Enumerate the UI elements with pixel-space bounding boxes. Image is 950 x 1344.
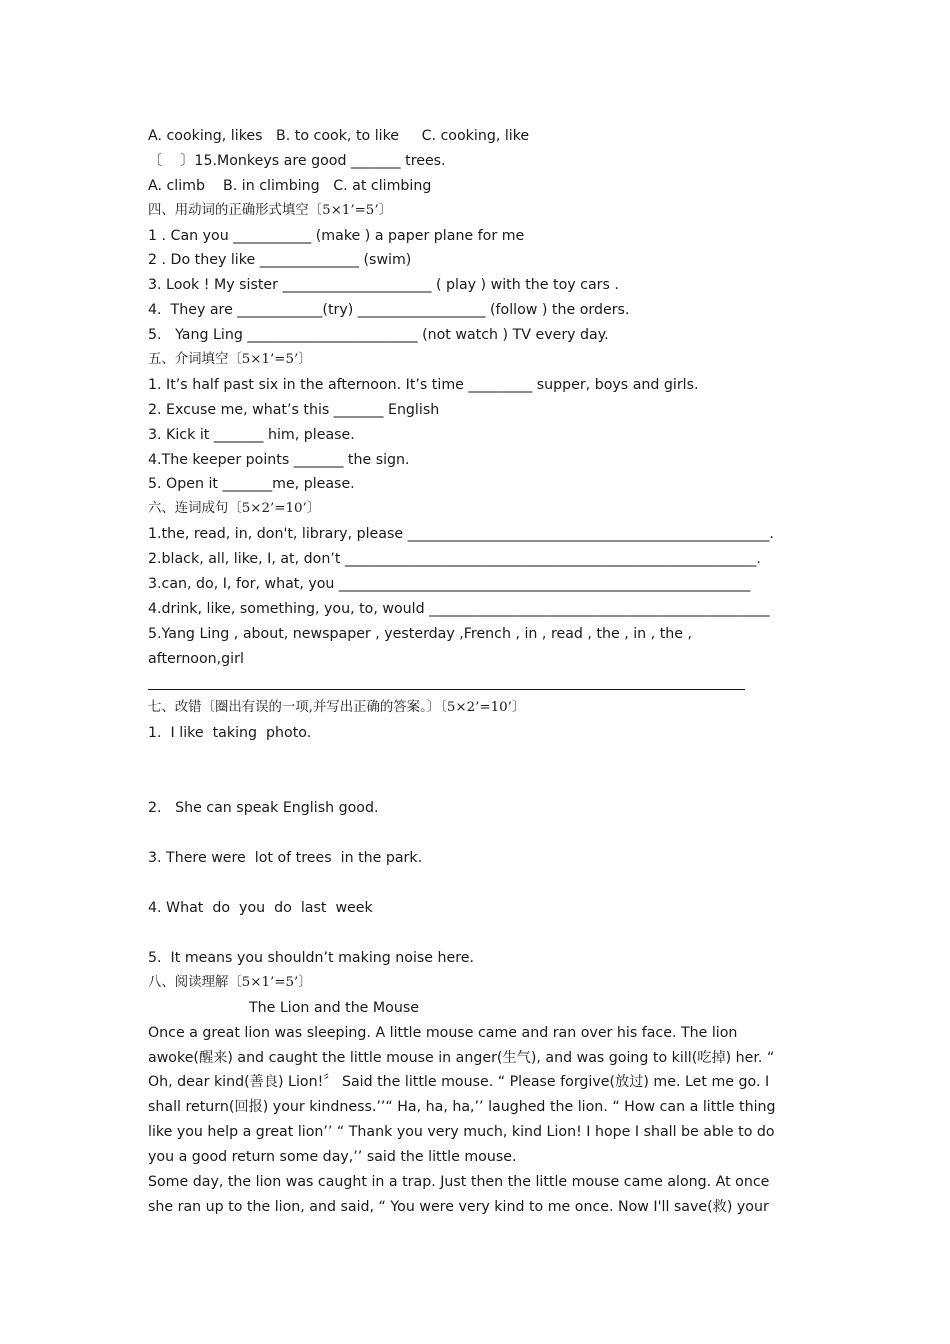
story-line: she ran up to the lion, and said, “ You were very kind to me once. Now I'll save(救) your bbox=[148, 1198, 769, 1215]
section-7-item-1: 1. I like taking photo. bbox=[148, 725, 312, 742]
section-7-heading: 七、改错〔圈出有误的一项,并写出正确的答案。〕〔5×2’=10’〕 bbox=[148, 700, 526, 716]
section-6-item-1: 1.the, read, in, don't, library, please ___________________________________________________. bbox=[148, 526, 774, 543]
section-7-item-2: 2. She can speak English good. bbox=[148, 800, 379, 817]
section-5-item-5: 5. Open it _______me, please. bbox=[148, 476, 355, 493]
q14-options: A. cooking, likes B. to cook, to like C. cooking, like bbox=[148, 128, 530, 144]
section-4-heading: 四、用动词的正确形式填空〔5×1’=5’〕 bbox=[148, 202, 392, 218]
section-5-item-4: 4.The keeper points _______ the sign. bbox=[148, 451, 410, 468]
worksheet-page bbox=[148, 124, 798, 1220]
q15-question: 〔 〕15.Monkeys are good _______ trees. bbox=[148, 152, 446, 169]
section-6-item-5-continued: afternoon,girl bbox=[148, 650, 244, 667]
section-7-item-5: 5. It means you shouldn’t making noise here. bbox=[148, 949, 475, 966]
section-5-item-3: 3. Kick it _______ him, please. bbox=[148, 426, 355, 443]
section-7-item-3: 3. There were lot of trees in the park. bbox=[148, 850, 423, 867]
story-line: Once a great lion was sleeping. A little mouse came and ran over his face. The lion bbox=[148, 1024, 738, 1041]
section-8-heading: 八、阅读理解〔5×1’=5’〕 bbox=[148, 974, 312, 990]
section-5-item-1: 1. It’s half past six in the afternoon. It’s time _________ supper, boys and girls. bbox=[148, 376, 699, 393]
answer-space bbox=[148, 921, 798, 946]
answer-space bbox=[148, 871, 798, 896]
section-5-item-2: 2. Excuse me, what’s this _______ English bbox=[148, 401, 440, 418]
answer-line bbox=[148, 672, 798, 697]
story-line: Oh, dear kind(善良) Lion!〞 Said the little mouse. “ Please forgive(放过) me. Let me go. I bbox=[148, 1074, 770, 1091]
q15-options: A. climb B. in climbing C. at climbing bbox=[148, 177, 432, 194]
section-6-item-5: 5.Yang Ling , about, newspaper , yesterday ,French , in , read , the , in , the , bbox=[148, 625, 693, 642]
section-7-item-4: 4. What do you do last week bbox=[148, 900, 373, 917]
story-line: awoke(醒来) and caught the little mouse in anger(生气), and was going to kill(吃掉) her. “ bbox=[148, 1049, 775, 1066]
answer-space bbox=[148, 821, 798, 846]
story-title: The Lion and the Mouse bbox=[249, 999, 419, 1016]
story-line: you a good return some day,’’ said the little mouse. bbox=[148, 1149, 517, 1166]
section-6-heading: 六、连词成句〔5×2’=10’〕 bbox=[148, 501, 321, 517]
section-4-item-3: 3. Look ! My sister _____________________ ( play ) with the toy cars . bbox=[148, 277, 619, 294]
story-line: Some day, the lion was caught in a trap. Just then the little mouse came along. At once bbox=[148, 1173, 770, 1190]
section-4-item-1: 1 . Can you ___________ (make ) a paper plane for me bbox=[148, 227, 525, 244]
section-6-item-4: 4.drink, like, something, you, to, would ________________________________________________ bbox=[148, 600, 770, 617]
story-line: shall return(回报) your kindness.’’“ Ha, ha, ha,’’ laughed the lion. “ How can a little thing bbox=[148, 1099, 776, 1116]
section-4-item-4: 4. They are ____________(try) __________________ (follow ) the orders. bbox=[148, 302, 630, 319]
section-4-item-2: 2 . Do they like ______________ (swim) bbox=[148, 252, 412, 269]
section-5-heading: 五、介词填空〔5×1’=5’〕 bbox=[148, 352, 312, 368]
section-4-item-5: 5. Yang Ling ________________________ (not watch ) TV every day. bbox=[148, 327, 609, 344]
story-line: like you help a great lion’’ “ Thank you very much, kind Lion! I hope I shall be able to do bbox=[148, 1124, 775, 1141]
section-6-item-2: 2.black, all, like, I, at, don’t __________________________________________________________. bbox=[148, 551, 761, 568]
section-6-item-3: 3.can, do, I, for, what, you __________________________________________________________ bbox=[148, 576, 751, 593]
answer-space bbox=[148, 746, 798, 796]
answer-underline bbox=[148, 689, 745, 690]
